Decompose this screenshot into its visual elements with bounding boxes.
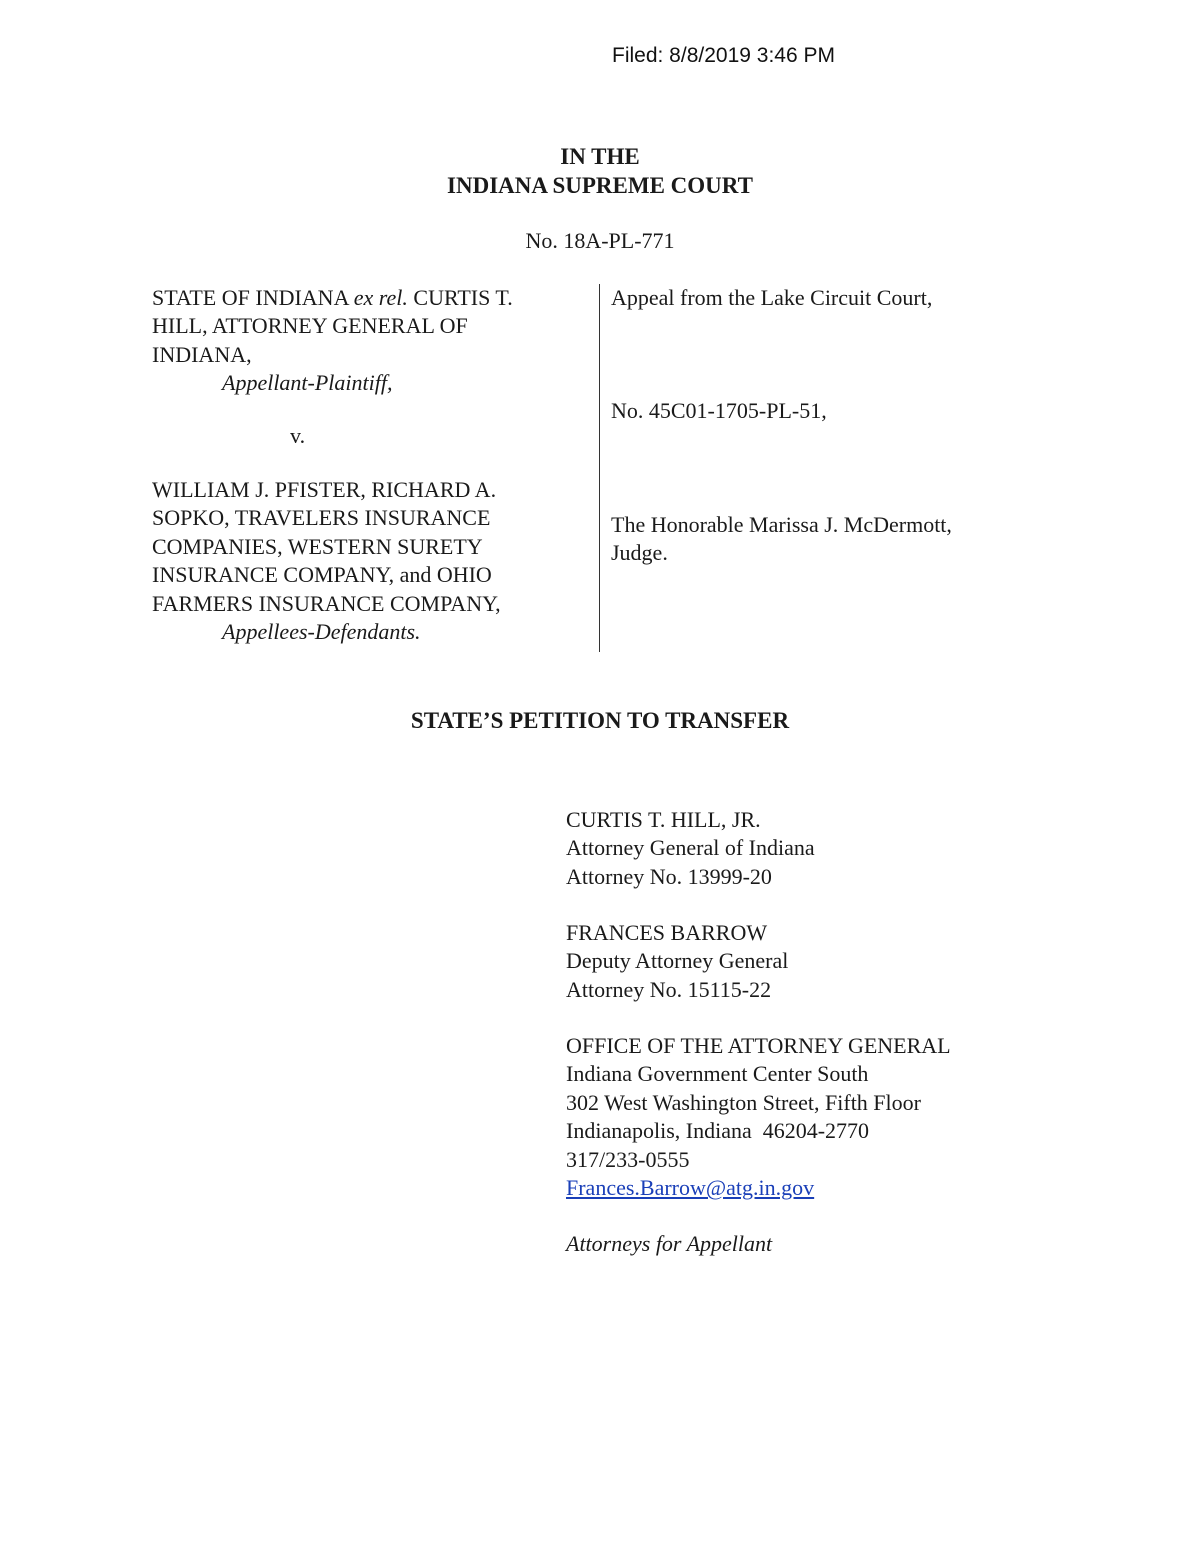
- document-title: STATE’S PETITION TO TRANSFER: [410, 708, 790, 733]
- lower-case-number: No. 45C01-1705-PL-51,: [611, 398, 827, 423]
- appellant-name-line3: INDIANA,: [152, 341, 252, 367]
- appellant-name-part2: CURTIS T.: [413, 285, 513, 310]
- appellee-line3: COMPANIES, WESTERN SURETY: [152, 533, 483, 559]
- filed-stamp: Filed: 8/8/2019 3:46 PM: [612, 44, 835, 67]
- appellee-role: Appellees-Defendants.: [222, 619, 421, 645]
- appellee-line5: FARMERS INSURANCE COMPANY,: [152, 590, 501, 616]
- attorney1-name: CURTIS T. HILL, JR.: [566, 807, 761, 832]
- ex-rel: ex rel.: [353, 285, 408, 310]
- judge: [611, 511, 952, 568]
- docket-number: No. 18A-PL-771: [525, 228, 675, 253]
- attorney-general-block: [566, 806, 815, 891]
- signature-line: Attorneys for Appellant: [566, 1231, 773, 1256]
- case-parties: [152, 284, 597, 646]
- court-heading-line1: IN THE: [560, 144, 640, 169]
- attorney1-title: Attorney General of Indiana: [566, 835, 815, 861]
- appellant-name-line2: HILL, ATTORNEY GENERAL OF: [152, 313, 468, 339]
- office-block: [566, 1032, 951, 1202]
- attorney2-number: Attorney No. 15115-22: [566, 976, 772, 1002]
- caption-divider: [599, 284, 600, 652]
- judge-title: Judge.: [611, 540, 668, 566]
- court-heading: [0, 142, 1200, 200]
- deputy-attorney-block: [566, 919, 788, 1004]
- court-heading-line2: INDIANA SUPREME COURT: [447, 173, 753, 198]
- office-phone: 317/233-0555: [566, 1146, 690, 1172]
- email-link[interactable]: Frances.Barrow@atg.in.gov: [566, 1175, 815, 1201]
- appellee-line2: SOPKO, TRAVELERS INSURANCE: [152, 505, 491, 531]
- office-name: OFFICE OF THE ATTORNEY GENERAL: [566, 1033, 951, 1058]
- office-city: Indianapolis, Indiana 46204-2770: [566, 1118, 870, 1144]
- attorney2-name: FRANCES BARROW: [566, 920, 768, 945]
- versus: v.: [290, 422, 306, 448]
- attorney1-number: Attorney No. 13999-20: [566, 863, 772, 889]
- appellee-line1: WILLIAM J. PFISTER, RICHARD A.: [152, 477, 497, 503]
- appellant-name: [152, 284, 597, 312]
- attorney2-title: Deputy Attorney General: [566, 948, 789, 974]
- office-street: 302 West Washington Street, Fifth Floor: [566, 1089, 921, 1115]
- appellant-name-part1: STATE OF INDIANA: [152, 285, 349, 310]
- office-building: Indiana Government Center South: [566, 1061, 869, 1087]
- appellee-line4: INSURANCE COMPANY, and OHIO: [152, 562, 492, 588]
- appeal-from: Appeal from the Lake Circuit Court,: [611, 285, 933, 310]
- appellant-role: Appellant-Plaintiff,: [222, 370, 393, 396]
- judge-name: The Honorable Marissa J. McDermott,: [611, 512, 952, 537]
